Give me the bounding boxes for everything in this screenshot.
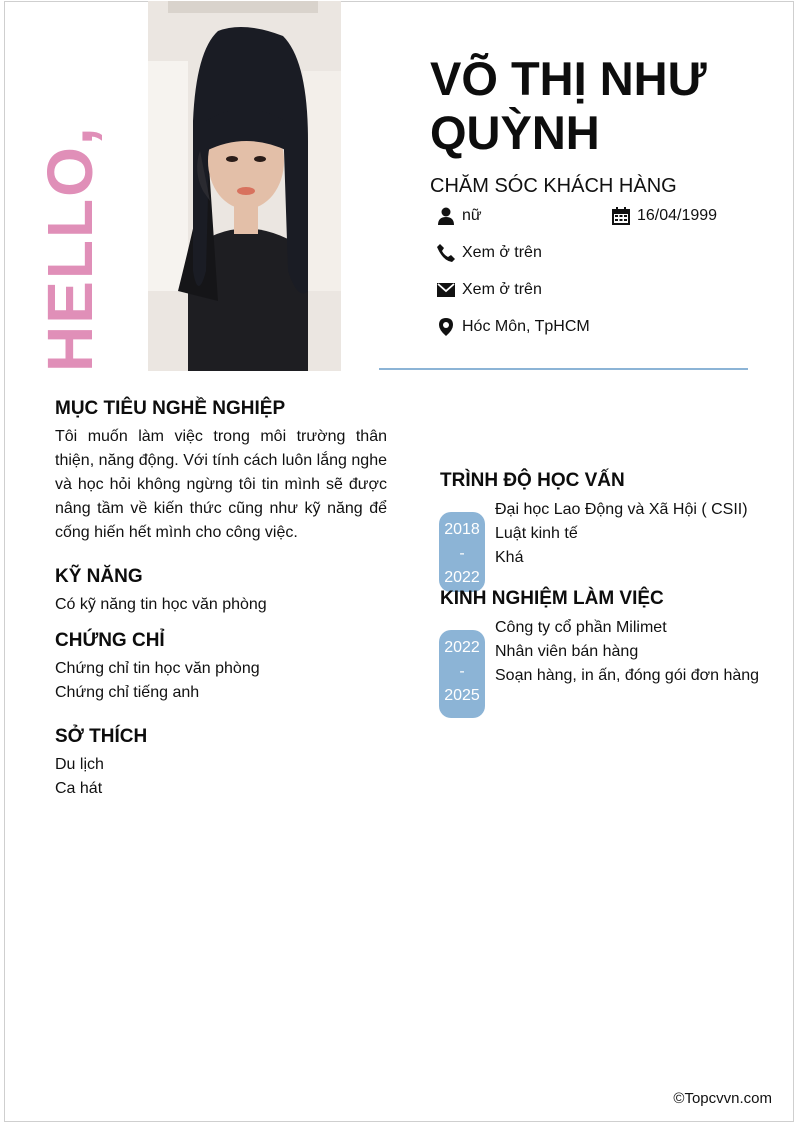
- dob-value: 16/04/1999: [637, 207, 718, 224]
- phone-info: [436, 243, 542, 263]
- certificates-title: CHỨNG CHỈ: [55, 630, 165, 651]
- email-value: Xem ở trên: [462, 281, 542, 298]
- education-years-badge: [439, 512, 485, 592]
- education-title: TRÌNH ĐỘ HỌC VẤN: [440, 470, 625, 491]
- experience-position: Nhân viên bán hàng: [495, 643, 639, 660]
- person-icon: [436, 206, 456, 226]
- candidate-name: VÕ THỊ NHƯ QUỲNH: [430, 52, 707, 159]
- education-end-year: 2022: [444, 569, 480, 586]
- experience-start-year: 2022: [444, 639, 480, 656]
- experience-end-year: 2025: [444, 687, 480, 704]
- experience-years-badge: [439, 630, 485, 718]
- footer-credit: ©Topcvvn.com: [673, 1090, 772, 1107]
- objective-title: MỤC TIÊU NGHỀ NGHIỆP: [55, 398, 286, 419]
- envelope-icon: [436, 280, 456, 300]
- education-school: Đại học Lao Động và Xã Hội ( CSII): [495, 501, 748, 518]
- experience-year-separator: -: [459, 663, 465, 680]
- phone-value: Xem ở trên: [462, 244, 542, 261]
- gender-value: nữ: [462, 207, 482, 224]
- experience-duties: Soạn hàng, in ấn, đóng gói đơn hàng: [495, 667, 760, 684]
- certificate-item: Chứng chỉ tin học văn phòng: [55, 660, 260, 677]
- calendar-icon: [611, 206, 631, 226]
- hobby-item: Du lịch: [55, 756, 104, 773]
- experience-title: KINH NGHIỆM LÀM VIỆC: [440, 588, 664, 609]
- skills-title: KỸ NĂNG: [55, 566, 143, 587]
- education-year-separator: -: [459, 545, 465, 562]
- header-divider: [379, 368, 748, 370]
- certificates-list: [55, 657, 260, 705]
- job-title: CHĂM SÓC KHÁCH HÀNG: [430, 175, 677, 197]
- hobby-item: Ca hát: [55, 780, 103, 797]
- profile-photo: [148, 1, 341, 371]
- address-info: [436, 317, 590, 337]
- education-details: [495, 498, 748, 570]
- education-major: Luật kinh tế: [495, 525, 578, 542]
- hobbies-list: [55, 753, 104, 801]
- dob-info: [611, 206, 717, 226]
- email-info: [436, 280, 542, 300]
- objective-text: Tôi muốn làm việc trong môi trường thân thiện, năng động. Với tính cách luôn lắng nghe và học hỏi không ngừng tôi tin mình sẽ được nâng tầm về kiến thức cũng như kỹ năng để cống hiến hết mình cho công việc.: [55, 428, 387, 541]
- address-value: Hóc Môn, TpHCM: [462, 318, 590, 335]
- skills-list: [55, 593, 267, 617]
- certificate-item: Chứng chỉ tiếng anh: [55, 684, 200, 701]
- experience-company: Công ty cổ phần Milimet: [495, 619, 667, 636]
- phone-icon: [436, 243, 456, 263]
- education-grade: Khá: [495, 549, 524, 566]
- hello-title: HELLO,: [34, 125, 106, 372]
- gender-info: [436, 206, 482, 226]
- skill-item: Có kỹ năng tin học văn phòng: [55, 596, 267, 613]
- education-start-year: 2018: [444, 521, 480, 538]
- experience-details: [495, 616, 759, 688]
- location-pin-icon: [436, 317, 456, 337]
- hobbies-title: SỞ THÍCH: [55, 726, 148, 747]
